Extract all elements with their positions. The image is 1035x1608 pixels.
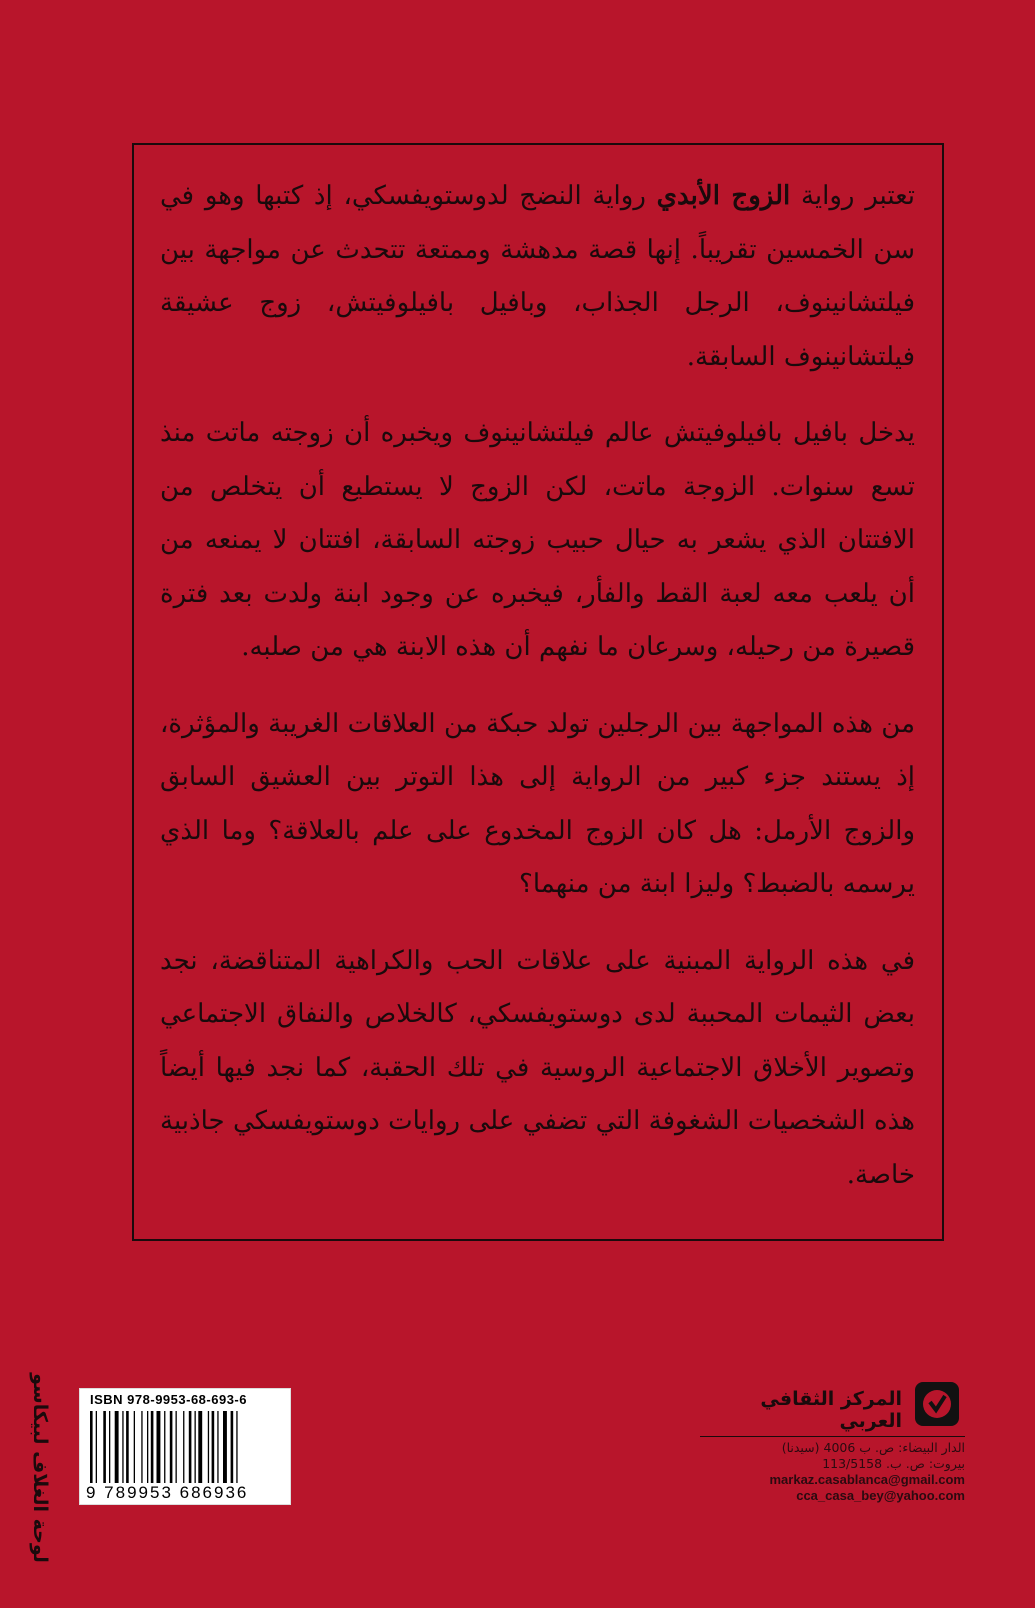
email-casablanca: markaz.casablanca@gmail.com (769, 1472, 965, 1487)
blurb-paragraph-2: يدخل بافيل بافيلوفيتش عالم فيلتشانينوف ويخبره أن زوجته ماتت منذ تسع سنوات. الزوجة ماتت، لكن الزوج لا يستطيع أن يتخلص من الافتتان الذي يشعر به حيال حبيب زوجته السابقة، افتتان لا يمنعه من أن يلعب معه لعبة القط والفأر، فيخبره عن وجود ابنة ولدت بعد فترة قصيرة من رحيله، وسرعان ما نفهم أن هذه الابنة هي من صلبه. (160, 418, 915, 662)
publisher-name: المركز الثقافي العربي (760, 1388, 902, 1432)
publisher-divider (700, 1436, 965, 1437)
blurb-paragraph-1: تعتبر رواية الزوج الأبدي رواية النضج لدوستويفسكي، إذ كتبها وهو في سن الخمسين تقريباً. إنها قصة مدهشة وممتعة تتحدث عن مواجهة بين فيلتشانينوف، الرجل الجذاب، وبافيل بافيلوفيتش، زوج عشيقة فيلتشانينوف السابقة. (160, 181, 916, 372)
novel-title: الزوج الأبدي (656, 181, 791, 211)
email-beirut: cca_casa_bey@yahoo.com (796, 1488, 965, 1503)
blurb-paragraph-4: في هذه الرواية المبنية على علاقات الحب والكراهية المتناقضة، نجد بعض الثيمات المحببة لدى دوستويفسكي، كالخلاص والنفاق الاجتماعي وتصوير الأخلاق الاجتماعية الروسية في تلك الحقبة، كما نجد فيها أيضاً هذه الشخصيات الشغوفة التي تضفي على روايات دوستويفسكي جاذبية خاصة. (160, 945, 915, 1190)
publisher-contacts (690, 1440, 965, 1504)
barcode-bars (88, 1411, 284, 1483)
publisher-logo (915, 1382, 959, 1426)
barcode-digits: 9 789953 686936 (86, 1483, 249, 1502)
heart-check-icon (915, 1382, 959, 1426)
isbn-label: ISBN 978-9953-68-693-6 (90, 1392, 247, 1407)
cover-art-credit: لوحة الغلاف لبيكاسو (29, 1373, 51, 1563)
barcode (79, 1388, 291, 1505)
address-beirut: بيروت: ص. ب. 113/5158 (822, 1456, 965, 1471)
blurb-paragraph-3: من هذه المواجهة بين الرجلين تولد حبكة من العلاقات الغريبة والمؤثرة، إذ يستند جزء كبير من الرواية إلى هذا التوتر بين العشيق السابق والزوج الأرمل: هل كان الزوج المخدوع على علم بالعلاقة؟ وما الذي يرسمه بالضبط؟ وليزا ابنة من منهما؟ (160, 708, 915, 899)
address-casablanca: الدار البيضاء: ص. ب 4006 (سيدنا) (781, 1440, 965, 1455)
blurb-text (160, 170, 915, 1225)
